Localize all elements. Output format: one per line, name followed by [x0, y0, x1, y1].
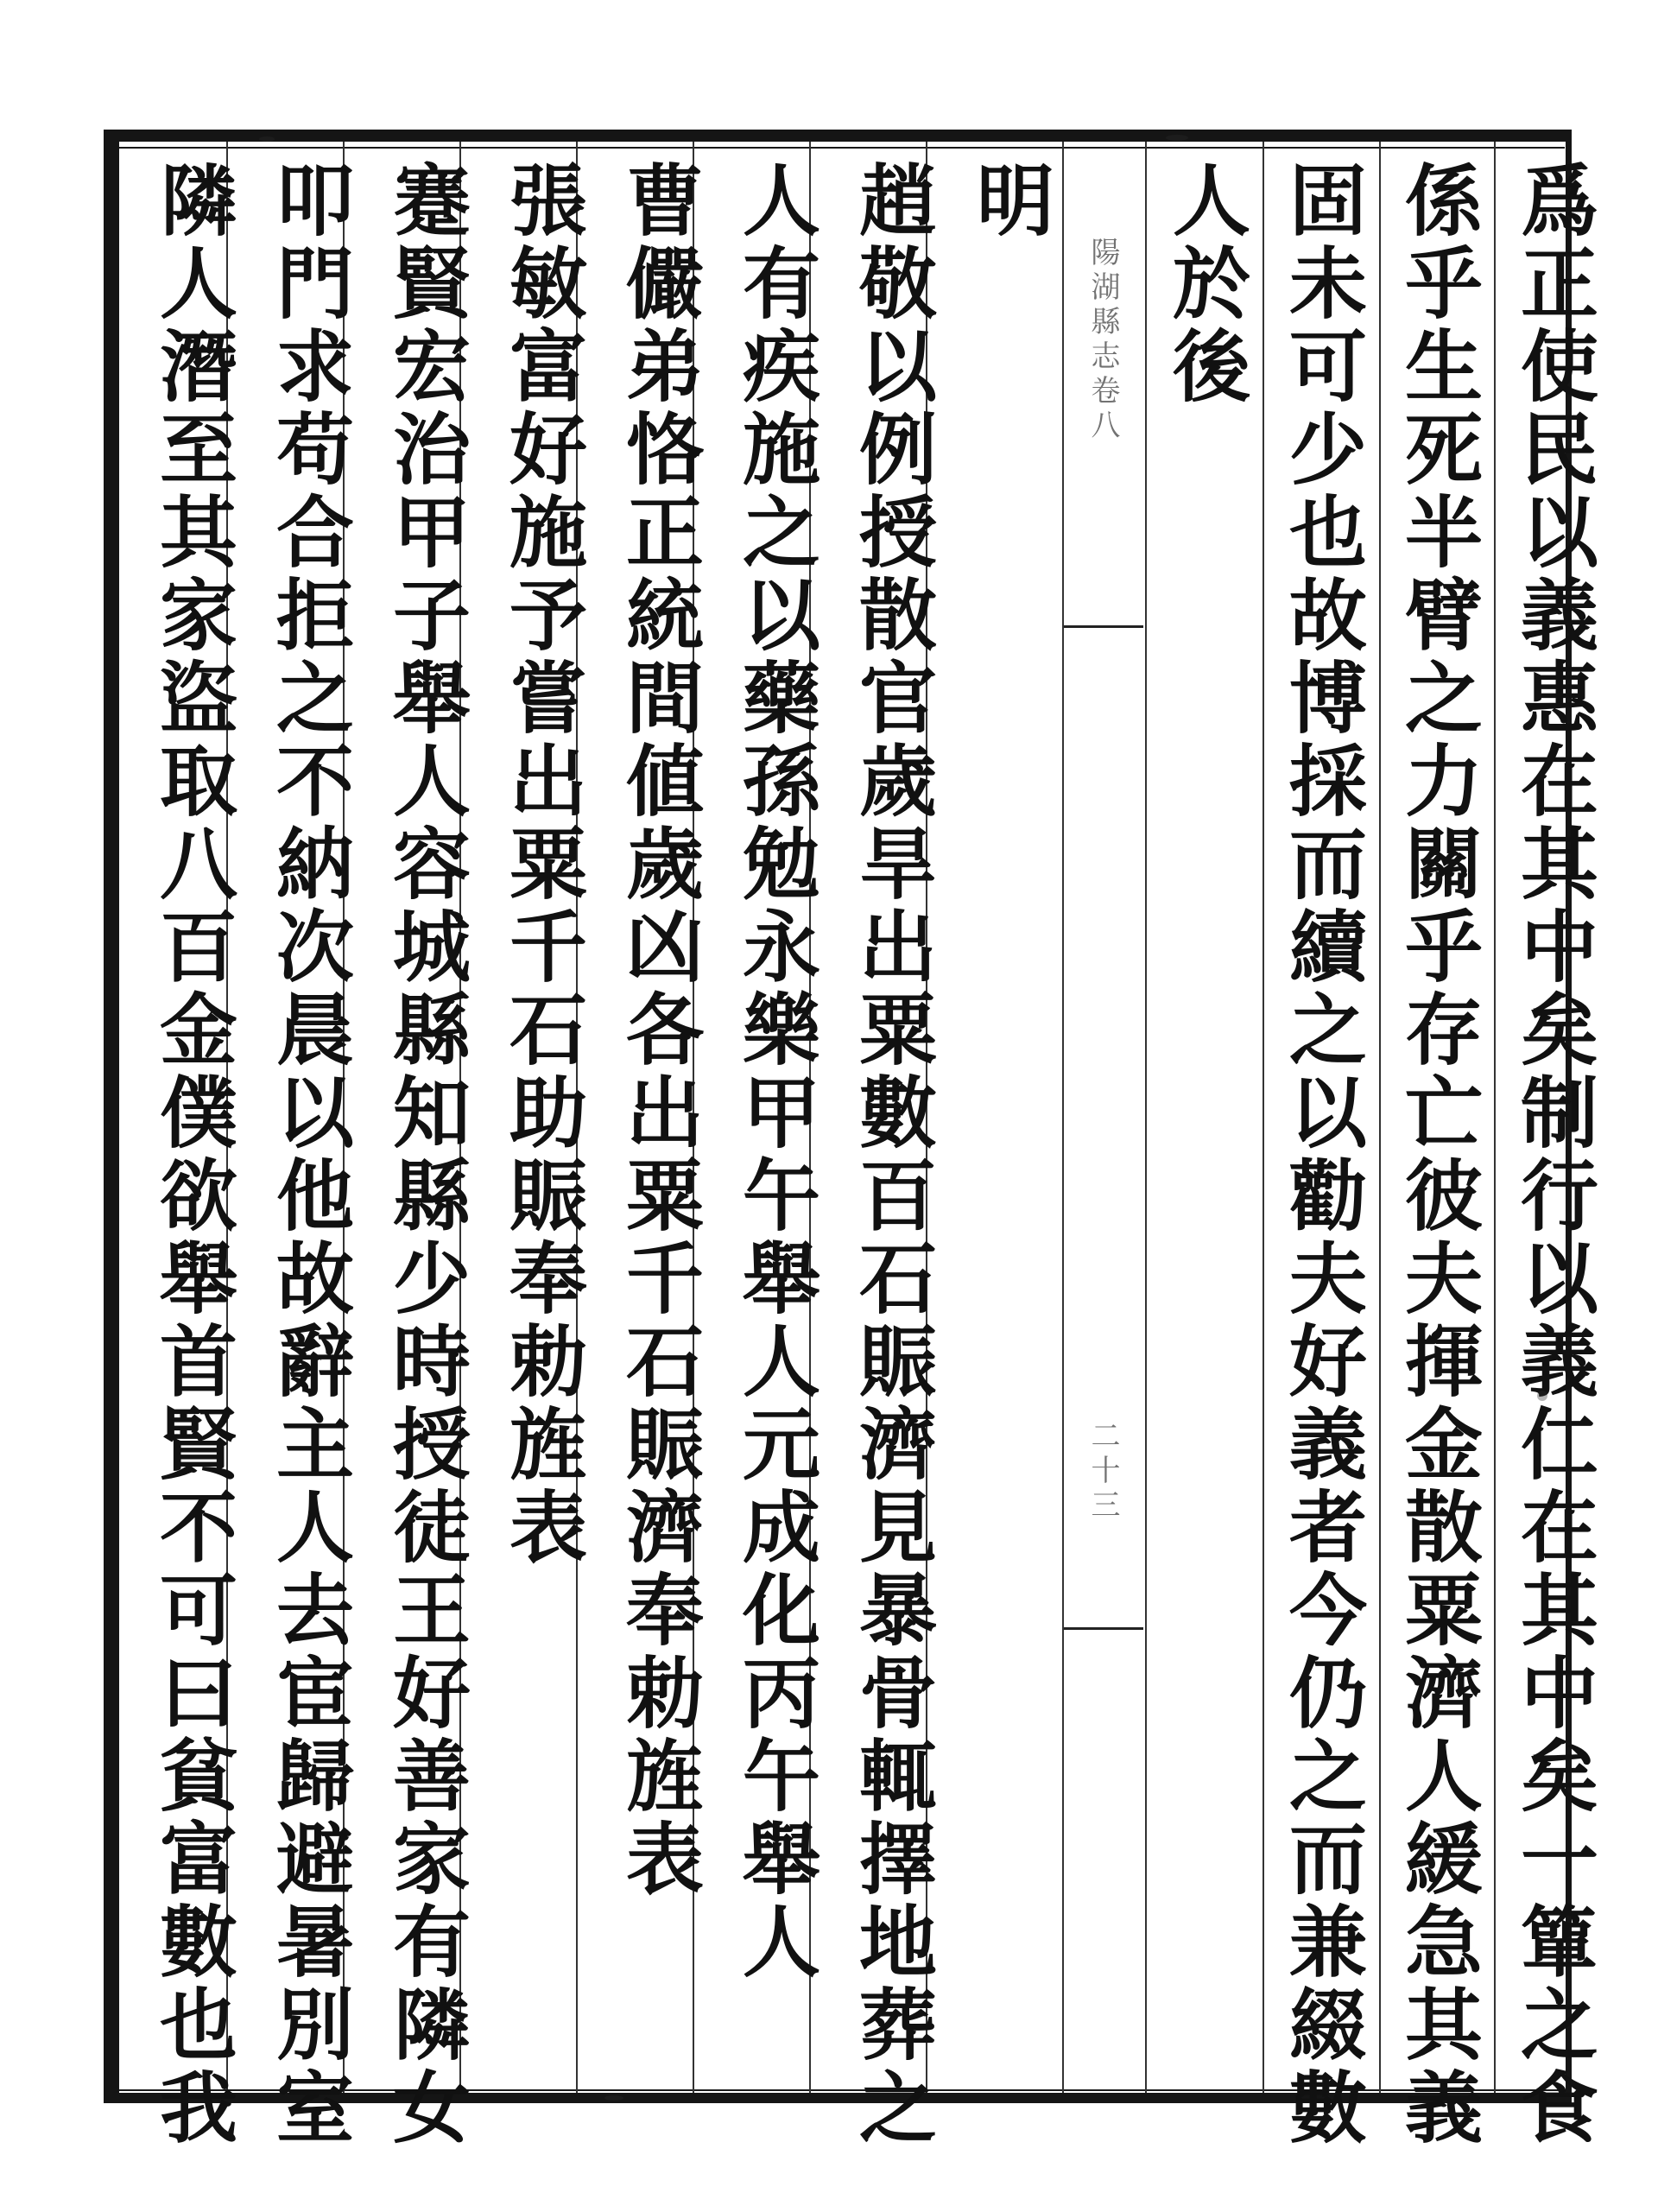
- inner-border-top: [119, 147, 1565, 149]
- text-column-10: 蹇賢宏治甲子舉人容城縣知縣少時授徒王好善家有隣女: [379, 160, 471, 2150]
- text-column-6: 趙敬以例授散官歲旱出粟數百石賑濟見暴骨輒擇地葬之: [845, 160, 937, 2150]
- text-column-1: 爲正使民以義惠在其中矣制行以義仁在其中矣一簞之食: [1507, 160, 1598, 2150]
- center-page-number: 二十三: [1085, 1420, 1120, 1524]
- text-column-7: 人有疾施之以藥孫勉永樂甲午舉人元成化丙午舉人: [729, 160, 820, 1984]
- center-block: [1064, 142, 1143, 2093]
- ink-speckle: [1166, 135, 1188, 141]
- text-column-8: 曹儼弟恪正統間値歲凶各出粟千石賑濟奉勅旌表: [612, 160, 704, 1901]
- center-title: 陽湖縣志卷八: [1085, 237, 1120, 444]
- text-column-5: 明: [963, 160, 1054, 243]
- text-column-12: 隣人潛至其家盜取八百金僕欲舉首賢不可曰貧富數也我: [146, 160, 237, 2150]
- ink-speckle: [259, 136, 275, 142]
- column-rule: [1262, 142, 1264, 2093]
- text-column-4: 人於後: [1159, 160, 1250, 409]
- text-column-9: 張敏富好施予嘗出粟千石助賑奉勅旌表: [496, 160, 587, 1569]
- ink-speckle: [604, 2095, 623, 2101]
- text-column-11: 叩門求苟合拒之不納次晨以他故辭主人去宦歸避暑別室: [263, 160, 354, 2150]
- text-column-2: 係乎生死半臂之力關乎存亡彼夫揮金散粟濟人緩急其義: [1391, 160, 1483, 2150]
- fold-mark: [1064, 1627, 1143, 1630]
- column-rule: [1494, 142, 1496, 2093]
- column-rule: [1379, 142, 1381, 2093]
- text-column-3: 固未可少也故博採而續之以勸夫好義者今仍之而兼綴數: [1275, 160, 1367, 2150]
- fold-mark: [1064, 625, 1143, 628]
- ink-speckle: [1537, 1391, 1547, 1401]
- column-rule: [1145, 142, 1147, 2093]
